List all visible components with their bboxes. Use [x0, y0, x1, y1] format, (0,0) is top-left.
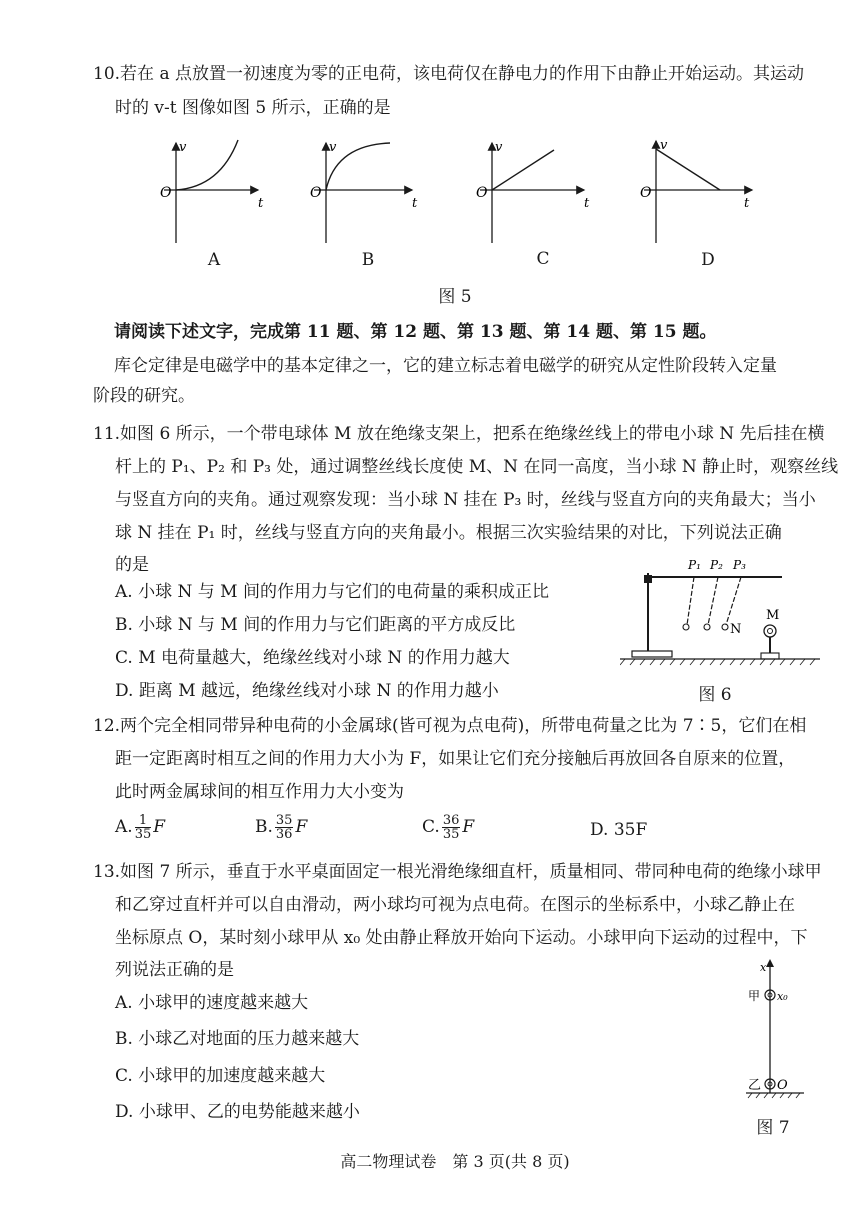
option-d-caption: D [701, 250, 715, 270]
q11-line3: 与竖直方向的夹角。通过观察发现：当小球 N 挂在 P₃ 时，丝线与竖直方向的夹角最大；当小 [115, 490, 816, 510]
graph-b-origin: O [310, 185, 322, 201]
q12-option-c-denominator: 35 [442, 827, 460, 842]
graph-b-v-label: v [329, 140, 337, 155]
fig6-n-label: N [730, 622, 742, 637]
q12-line1: 12.两个完全相同带异种电荷的小金属球(皆可视为点电荷)，所带电荷量之比为 7∶5，它们在相 [93, 716, 807, 736]
q13-option-a: A. 小球甲的速度越来越大 [115, 993, 309, 1013]
q11-option-c: C. M 电荷量越大，绝缘丝线对小球 N 的作用力越大 [115, 648, 510, 668]
q10-graphs [150, 135, 780, 250]
graph-d-v-label: v [660, 138, 668, 153]
graph-c-v-label: v [495, 140, 503, 155]
q12-option-c-fraction [442, 814, 461, 841]
q12-option-a [115, 814, 165, 841]
q11-line1: 11.如图 6 所示，一个带电球体 M 放在绝缘支架上，把系在绝缘丝线上的带电小球 N 先后挂在横 [93, 424, 825, 444]
fig6-m-label: M [766, 608, 780, 623]
graph-b-t-label: t [412, 196, 418, 211]
q12-option-b [255, 814, 307, 841]
graph-d-t-label: t [744, 196, 750, 211]
graph-d [640, 138, 752, 243]
option-b-caption: B [361, 250, 375, 270]
q12-line2: 距一定距离时相互之间的作用力大小为 F，如果让它们充分接触后再放回各自原来的位置， [115, 749, 796, 769]
graph-a-t-label: t [258, 196, 264, 211]
reading-para-line2: 阶段的研究。 [93, 386, 195, 406]
q12-option-a-fraction [135, 814, 152, 841]
fig7-yi-label: 乙 [748, 1078, 762, 1093]
q13-option-d: D. 小球甲、乙的电势能越来越小 [115, 1102, 360, 1122]
fig7-origin-label: O [777, 1078, 788, 1093]
q13-option-b: B. 小球乙对地面的压力越来越大 [115, 1029, 360, 1049]
q11-option-a: A. 小球 N 与 M 间的作用力与它们的电荷量的乘积成正比 [115, 582, 549, 602]
q12-option-b-fraction [275, 814, 294, 841]
graph-a-v-label: v [179, 140, 187, 155]
q13-line1: 13.如图 7 所示，垂直于水平桌面固定一根光滑绝缘细直杆，质量相同、带同种电荷的绝缘小球甲 [93, 862, 822, 882]
figure-5-caption: 图 5 [438, 287, 472, 307]
graph-d-origin: O [640, 185, 652, 201]
q12-line3: 此时两金属球间的相互作用力大小变为 [115, 782, 404, 802]
q12-option-c [422, 814, 474, 841]
fig7-x0-label: x₀ [777, 990, 788, 1003]
q12-option-a-denominator: 35 [134, 827, 152, 842]
figure-6-apparatus [620, 555, 820, 670]
fig6-p1-label: P₁ [688, 558, 701, 572]
fig7-x-axis-label: x [760, 961, 767, 974]
fig7-jia-label: 甲 [748, 989, 761, 1003]
q10-line2: 时的 v-t 图像如图 5 所示，正确的是 [115, 98, 391, 118]
q12-option-a-label: A. [115, 817, 133, 837]
option-a-caption: A [207, 250, 221, 270]
q13-line2: 和乙穿过直杆并可以自由滑动，两小球均可视为点电荷。在图示的坐标系中，小球乙静止在 [115, 895, 795, 915]
figure-6-caption: 图 6 [698, 685, 732, 705]
q12-option-b-denominator: 36 [275, 827, 293, 842]
q12-option-a-numerator: 1 [135, 814, 152, 828]
option-c-caption: C [536, 249, 550, 269]
q10-line1: 10.若在 a 点放置一初速度为零的正电荷，该电荷仅在静电力的作用下由静止开始运动。其运动 [93, 64, 804, 84]
q12-option-a-suffix: F [153, 817, 166, 837]
graph-c-origin: O [476, 185, 488, 201]
q12-option-c-numerator: 36 [442, 813, 460, 828]
figure-7-caption: 图 7 [756, 1118, 790, 1138]
q11-option-d: D. 距离 M 越远，绝缘丝线对小球 N 的作用力越小 [115, 681, 499, 701]
page-footer: 高二物理试卷 第 3 页(共 8 页) [340, 1152, 570, 1171]
q12-option-b-suffix: F [295, 817, 308, 837]
graph-a-origin: O [160, 185, 172, 201]
q12-option-c-label: C. [422, 817, 440, 837]
graph-a [160, 140, 264, 243]
q13-line4: 列说法正确的是 [115, 960, 234, 980]
q11-option-b: B. 小球 N 与 M 间的作用力与它们距离的平方成反比 [115, 615, 516, 635]
graph-c [476, 140, 590, 243]
graph-b [310, 140, 418, 243]
q12-option-c-suffix: F [462, 817, 475, 837]
q12-option-b-label: B. [255, 817, 273, 837]
q11-line4: 球 N 挂在 P₁ 时，丝线与竖直方向的夹角最小。根据三次实验结果的对比，下列说法正确 [115, 523, 782, 543]
reading-para-line1: 库仑定律是电磁学中的基本定律之一，它的建立标志着电磁学的研究从定性阶段转入定量 [114, 356, 777, 376]
q12-option-b-numerator: 35 [275, 813, 293, 828]
q12-option-d: D. 35F [590, 820, 648, 840]
q13-line3: 坐标原点 O，某时刻小球甲从 x₀ 处由静止释放开始向下运动。小球甲向下运动的过程中，下 [115, 928, 808, 948]
graph-c-t-label: t [584, 196, 590, 211]
q11-line5: 的是 [115, 555, 149, 575]
fig6-p3-label: P₃ [733, 558, 746, 572]
figure-7-rod [740, 955, 810, 1110]
q11-line2: 杆上的 P₁、P₂ 和 P₃ 处，通过调整丝线长度使 M、N 在同一高度，当小球 N 静止时，观察丝线 [115, 457, 839, 477]
reading-instruction: 请阅读下述文字，完成第 11 题、第 12 题、第 13 题、第 14 题、第 15 题。 [114, 322, 717, 342]
q13-option-c: C. 小球甲的加速度越来越大 [115, 1066, 326, 1086]
fig6-p2-label: P₂ [710, 558, 723, 572]
